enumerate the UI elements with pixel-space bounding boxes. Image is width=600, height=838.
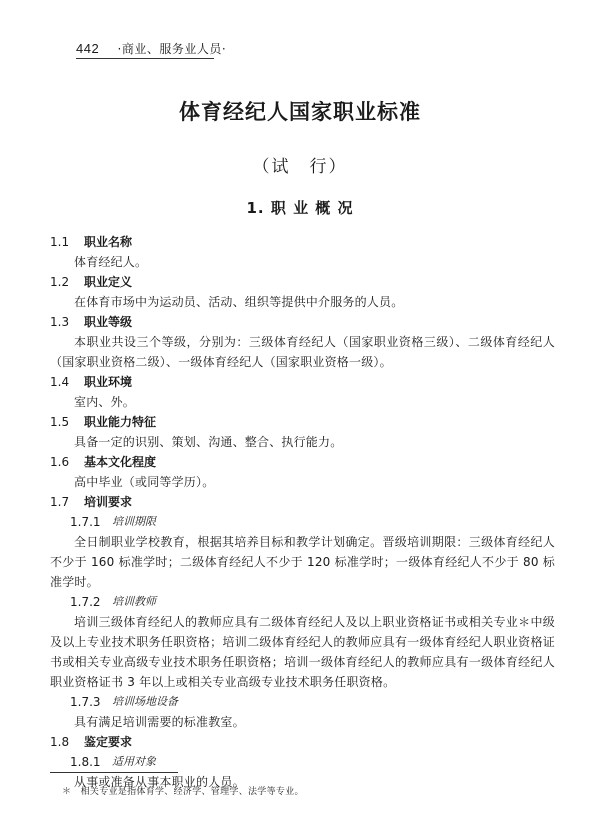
heading-1-7-1 [50, 512, 555, 532]
paragraph-1-7-3: 具有满足培训需要的标准教室。 [74, 715, 245, 729]
heading-text: 职业等级 [84, 315, 133, 329]
heading-text: 培训期限 [112, 515, 156, 528]
paragraph-1-4: 室内、外。 [74, 395, 136, 409]
paragraph-1-5: 具备一定的识别、策划、沟通、整合、执行能力。 [74, 435, 343, 449]
heading-text: 培训场地设备 [112, 695, 178, 708]
heading-text: 培训教师 [112, 595, 156, 608]
heading-number: 1.7.1 [70, 515, 101, 529]
document-title: 体育经纪人国家职业标准 [179, 99, 421, 124]
paragraph-1-7-1: 全日制职业学校教育，根据其培养目标和教学计划确定。晋级培训期限：三级体育经纪人不少于 160 标准学时；二级体育经纪人不少于 120 标准学时；一级体育经纪人不少于 80 标准学时。 [50, 535, 555, 589]
footnote-rule [50, 772, 178, 773]
heading-number: 1.5 [50, 415, 70, 429]
page-number: 442 [76, 41, 100, 56]
document-subtitle: （试 行） [252, 157, 348, 177]
running-head [76, 40, 226, 57]
heading-1-3 [50, 312, 555, 332]
heading-1-8-1 [50, 752, 555, 772]
heading-number: 1.6 [50, 455, 70, 469]
heading-1-7 [50, 492, 555, 512]
heading-number: 1.2 [50, 275, 70, 289]
paragraph-1-6: 高中毕业（或同等学历）。 [74, 475, 215, 489]
heading-1-4 [50, 372, 555, 392]
heading-text: 职业能力特征 [84, 415, 157, 429]
paragraph-1-3: 本职业共设三个等级，分别为：三级体育经纪人（国家职业资格三级）、二级体育经纪人（国家职业资格二级）、一级体育经纪人（国家职业资格一级）。 [50, 335, 555, 369]
running-head-section: ·商业、服务业人员· [117, 42, 227, 56]
heading-number: 1.1 [50, 235, 70, 249]
heading-number: 1.7.3 [70, 695, 101, 709]
heading-1-8 [50, 732, 555, 752]
heading-number: 1.8.1 [70, 755, 101, 769]
heading-1-2 [50, 272, 555, 292]
heading-number: 1.7 [50, 495, 70, 509]
document-body [50, 232, 555, 792]
heading-number: 1.3 [50, 315, 70, 329]
heading-text: 适用对象 [112, 755, 156, 768]
heading-1-7-2 [50, 592, 555, 612]
heading-1-7-3 [50, 692, 555, 712]
heading-text: 职业环境 [84, 375, 133, 389]
heading-text: 职业名称 [84, 235, 133, 249]
paragraph-1-7-2: 培训三级体育经纪人的教师应具有二级体育经纪人及以上职业资格证书或相关专业＊中级及以上专业技术职务任职资格；培训二级体育经纪人的教师应具有一级体育经纪人职业资格证书或相关专业高级专业技术职务任职资格；培训一级体育经纪人的教师应具有一级体育经纪人职业资格证书 3 年以上或相关专业高级专业技术职务任职资格。 [50, 615, 555, 689]
paragraph-1-1: 体育经纪人。 [74, 255, 148, 269]
heading-number: 1.8 [50, 735, 70, 749]
heading-text: 培训要求 [84, 495, 133, 509]
heading-number: 1.4 [50, 375, 70, 389]
heading-text: 基本文化程度 [84, 455, 157, 469]
paragraph-1-8-1: 从事或准备从事本职业的人员。 [74, 775, 245, 789]
paragraph-1-2: 在体育市场中为运动员、活动、组织等提供中介服务的人员。 [74, 295, 404, 309]
header-rule [76, 58, 214, 59]
heading-1-6 [50, 452, 555, 472]
heading-1-1 [50, 232, 555, 252]
footnote: ＊ 相关专业是指体育学、经济学、管理学、法学等专业。 [62, 787, 304, 797]
heading-text: 鉴定要求 [84, 735, 133, 749]
heading-number: 1.7.2 [70, 595, 101, 609]
heading-1-5 [50, 412, 555, 432]
heading-text: 职业定义 [84, 275, 133, 289]
section-heading: 1. 职 业 概 况 [246, 199, 354, 217]
